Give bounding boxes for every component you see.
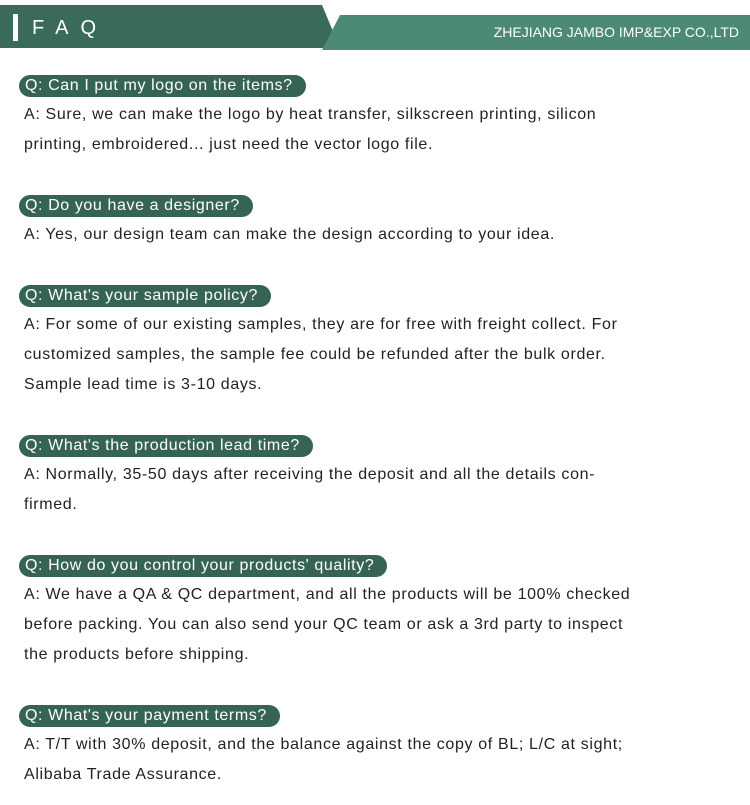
answer-line: Sample lead time is 3-10 days.	[24, 376, 263, 393]
faq-answer-5	[24, 580, 724, 670]
answer-line: A: Normally, 35-50 days after receiving the deposit and all the details con-	[24, 466, 596, 483]
faq-question-1: Q: Can I put my logo on the items?	[19, 75, 306, 97]
faq-answer-1	[24, 100, 724, 160]
answer-line: A: T/T with 30% deposit, and the balance against the copy of BL; L/C at sight;	[24, 736, 623, 753]
faq-answer-2	[24, 220, 724, 250]
faq-question-5: Q: How do you control your products' quality?	[19, 555, 387, 577]
answer-line: printing, embroidered... just need the vector logo file.	[24, 136, 434, 153]
answer-line: A: Sure, we can make the logo by heat transfer, silkscreen printing, silicon	[24, 106, 597, 123]
faq-answer-3	[24, 310, 724, 400]
faq-header	[0, 0, 750, 50]
faq-question-4: Q: What's the production lead time?	[19, 435, 313, 457]
answer-line: A: For some of our existing samples, they are for free with freight collect. For	[24, 316, 618, 333]
answer-line: firmed.	[24, 496, 78, 513]
answer-line: A: Yes, our design team can make the design according to your idea.	[24, 226, 555, 243]
header-accent-bar	[13, 14, 18, 41]
answer-line: before packing. You can also send your QC team or ask a 3rd party to inspect	[24, 616, 624, 633]
answer-line: customized samples, the sample fee could be refunded after the bulk order.	[24, 346, 606, 363]
faq-question-6: Q: What's your payment terms?	[19, 705, 280, 727]
faq-answer-6	[24, 730, 724, 790]
faq-question-2: Q: Do you have a designer?	[19, 195, 253, 217]
answer-line: Alibaba Trade Assurance.	[24, 766, 222, 783]
page-title: FAQ	[32, 17, 109, 39]
answer-line: the products before shipping.	[24, 646, 250, 663]
answer-line: A: We have a QA & QC department, and all the products will be 100% checked	[24, 586, 631, 603]
faq-answer-4	[24, 460, 724, 520]
company-name: ZHEJIANG JAMBO IMP&EXP CO.,LTD	[493, 24, 739, 40]
faq-question-3: Q: What's your sample policy?	[19, 285, 271, 307]
